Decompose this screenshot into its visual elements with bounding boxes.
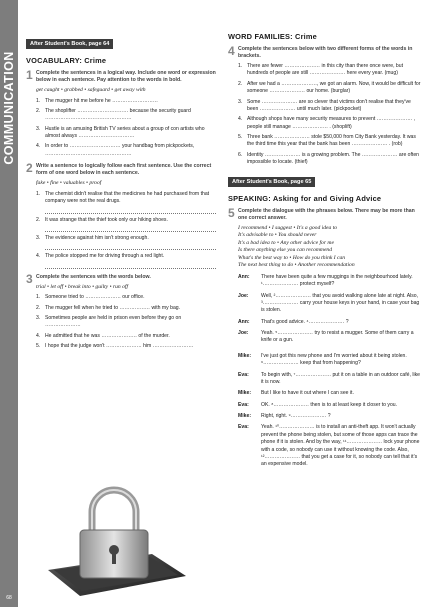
list-item: 3. The evidence against him isn't strong enough. xyxy=(36,235,216,250)
dialogue-line: Ann: There have been quite a few muggings in the neighbourhood lately. ¹………………… protect myself? xyxy=(238,273,413,288)
list-item: 4. Although shops have many security measures to prevent ………………… , people still manage ………………… . (shoplift) xyxy=(238,116,416,130)
instruction: Complete the dialogue with the phrases below. There may be more than one correct answer. xyxy=(238,207,415,221)
section-label xyxy=(2,8,16,208)
exercise-2 xyxy=(26,163,216,268)
exercise-3 xyxy=(26,271,216,351)
section-title: VOCABULARY: Crime xyxy=(26,56,107,65)
instruction: Complete the sentences with the words below. xyxy=(36,273,151,280)
instruction: Complete the sentences in a logical way. Include one word or expression below in each sentence. Pay attention to the words in bold. xyxy=(36,70,216,84)
list-item: 1. There are fewer ………………… in this city than there once were, but hundreds of people are still ………………… here every year. (mug) xyxy=(238,63,403,77)
list-item: 4. In order to ………………………… your handbag from pickpockets, …………………………………………… xyxy=(36,143,195,157)
dialogue-line: Eva: Yeah. ¹⁰………………… is to install an anti-theft app. It won't actually prevent the phone being stolen, but some of those apps can trace the phone if it is stolen. And by the way, ¹¹………………… lock your phone with a code, so nobody can use it without knowing the code. Also, ¹²………………… that you get a case for it, so nobody can tell that it's an expensive model. xyxy=(238,424,420,468)
dialogue-line: Eva: OK. ⁸………………… then is to at least keep it closer to you. xyxy=(238,401,398,408)
dialogue-line: Mike: But I like to have it out where I can see it. xyxy=(238,390,354,397)
word-bank: get caught • grabbed • safeguard • get away with xyxy=(36,87,146,94)
exercise-5 xyxy=(228,205,422,469)
answer-line[interactable] xyxy=(45,207,216,214)
exercise-number: 1 xyxy=(26,68,33,82)
reference-tag: After Student's Book, page 65 xyxy=(228,177,315,187)
dialogue-line: Eva: To begin with, ⁷………………… put it on a table in an outdoor café, like it is now. xyxy=(238,371,420,385)
list-item: 5. Three bank ………………… stole $50,000 from City Bank yesterday. It was the third time this year that the bank has been ………………… . (rob) xyxy=(238,134,416,148)
exercise-number: 3 xyxy=(26,271,33,286)
answer-line[interactable] xyxy=(45,243,216,250)
dialogue-line: Ann: That's good advice. ⁴………………… ? xyxy=(238,318,349,325)
padlock-phone-illustration xyxy=(40,472,190,600)
section-title: WORD FAMILIES: Crime xyxy=(228,32,317,41)
reference-tag: After Student's Book, page 64 xyxy=(26,39,113,49)
list-item: 1. The mugger hit me before he ……………………… xyxy=(36,97,158,104)
list-item: 3. Hustle is an amusing British TV series about a group of con artists who almost always …………………………… xyxy=(36,125,205,140)
section-label-text: COMMUNICATION xyxy=(2,51,16,165)
list-item: 3. Sometimes people are held in prison even before they go on ………………… xyxy=(36,314,182,329)
list-item: 2. The shoplifter ………………………… because the security guard …………………………………………… xyxy=(36,107,191,122)
exercise-number: 5 xyxy=(228,205,235,220)
right-column xyxy=(228,32,422,473)
sidebar-bar xyxy=(0,0,18,607)
list-item: 4. The police stopped me for driving through a red light. xyxy=(36,253,216,268)
list-item: 5. I hope that the judge won't ………………… him …………………… xyxy=(36,343,194,350)
page-number: 68 xyxy=(6,595,12,601)
left-column xyxy=(26,32,216,353)
phrase-bank: I recommend • I suggest • It's a good idea to It's advisable to • You should never It's a bad idea to • Any other advice for me Is there anything else you can recommend What's the best way to • How do you think I can The next best thing to do • Another recommendation xyxy=(238,224,355,269)
list-item: 1. The chemist didn't realise that the medicines he had purchased from that company were not the real drugs. xyxy=(36,191,216,214)
list-item: 6. Identity ………………… is a growing problem. The ………………… are often impossible to locate. (thief) xyxy=(238,151,420,166)
list-item: 2. It was strange that the thief took only our hiking shoes. xyxy=(36,217,216,232)
dialogue-line: Joe: Yeah. ⁵………………… try to resist a mugger. Some of them carry a knife or a gun. xyxy=(238,330,414,344)
dialogue-line: Joe: Well, ²………………… that you avoid walking alone late at night. Also, ³………………… carry your house keys in your hand, in case your bag is stolen. xyxy=(238,292,420,314)
answer-line[interactable] xyxy=(45,225,216,232)
dialogue xyxy=(238,274,422,469)
dialogue-line: Mike: I've just got this new phone and I'm worried about it being stolen. ⁶………………… keep that from happening? xyxy=(238,352,407,367)
exercise-number: 2 xyxy=(26,161,33,176)
dialogue-line: Mike: Right, right. ⁹………………… ? xyxy=(238,413,331,420)
list-item: 2. The mugger fell when he tried to ……………… with my bag. xyxy=(36,304,181,311)
list-item: 1. Someone tried to ………………… our office. xyxy=(36,294,145,301)
list-item: 2. After we had a …………………, we got an alarm. Now, it would be difficult for someone ………………… our home. (burglar) xyxy=(238,80,421,95)
word-bank: trial • let off • break into • guilty • run off xyxy=(36,283,128,290)
list-item: 4. He admitted that he was ………………… of the murder. xyxy=(36,332,170,339)
list-item: 3. Some ………………… are so clever that victims don't realise that they've been ………………… until much later. (pickpocket) xyxy=(238,98,411,112)
instruction: Write a sentence to logically follow each first sentence. Use the correct form of one word below in each sentence. xyxy=(36,163,212,177)
answer-line[interactable] xyxy=(45,262,216,269)
exercise-4 xyxy=(228,46,422,167)
word-bank: fake • fine • valuables • proof xyxy=(36,180,102,187)
exercise-1 xyxy=(26,70,216,158)
instruction: Complete the sentences below with two different forms of the words in brackets. xyxy=(238,46,413,60)
section-title: SPEAKING: Asking for and Giving Advice xyxy=(228,193,382,203)
exercise-number: 4 xyxy=(228,44,235,58)
